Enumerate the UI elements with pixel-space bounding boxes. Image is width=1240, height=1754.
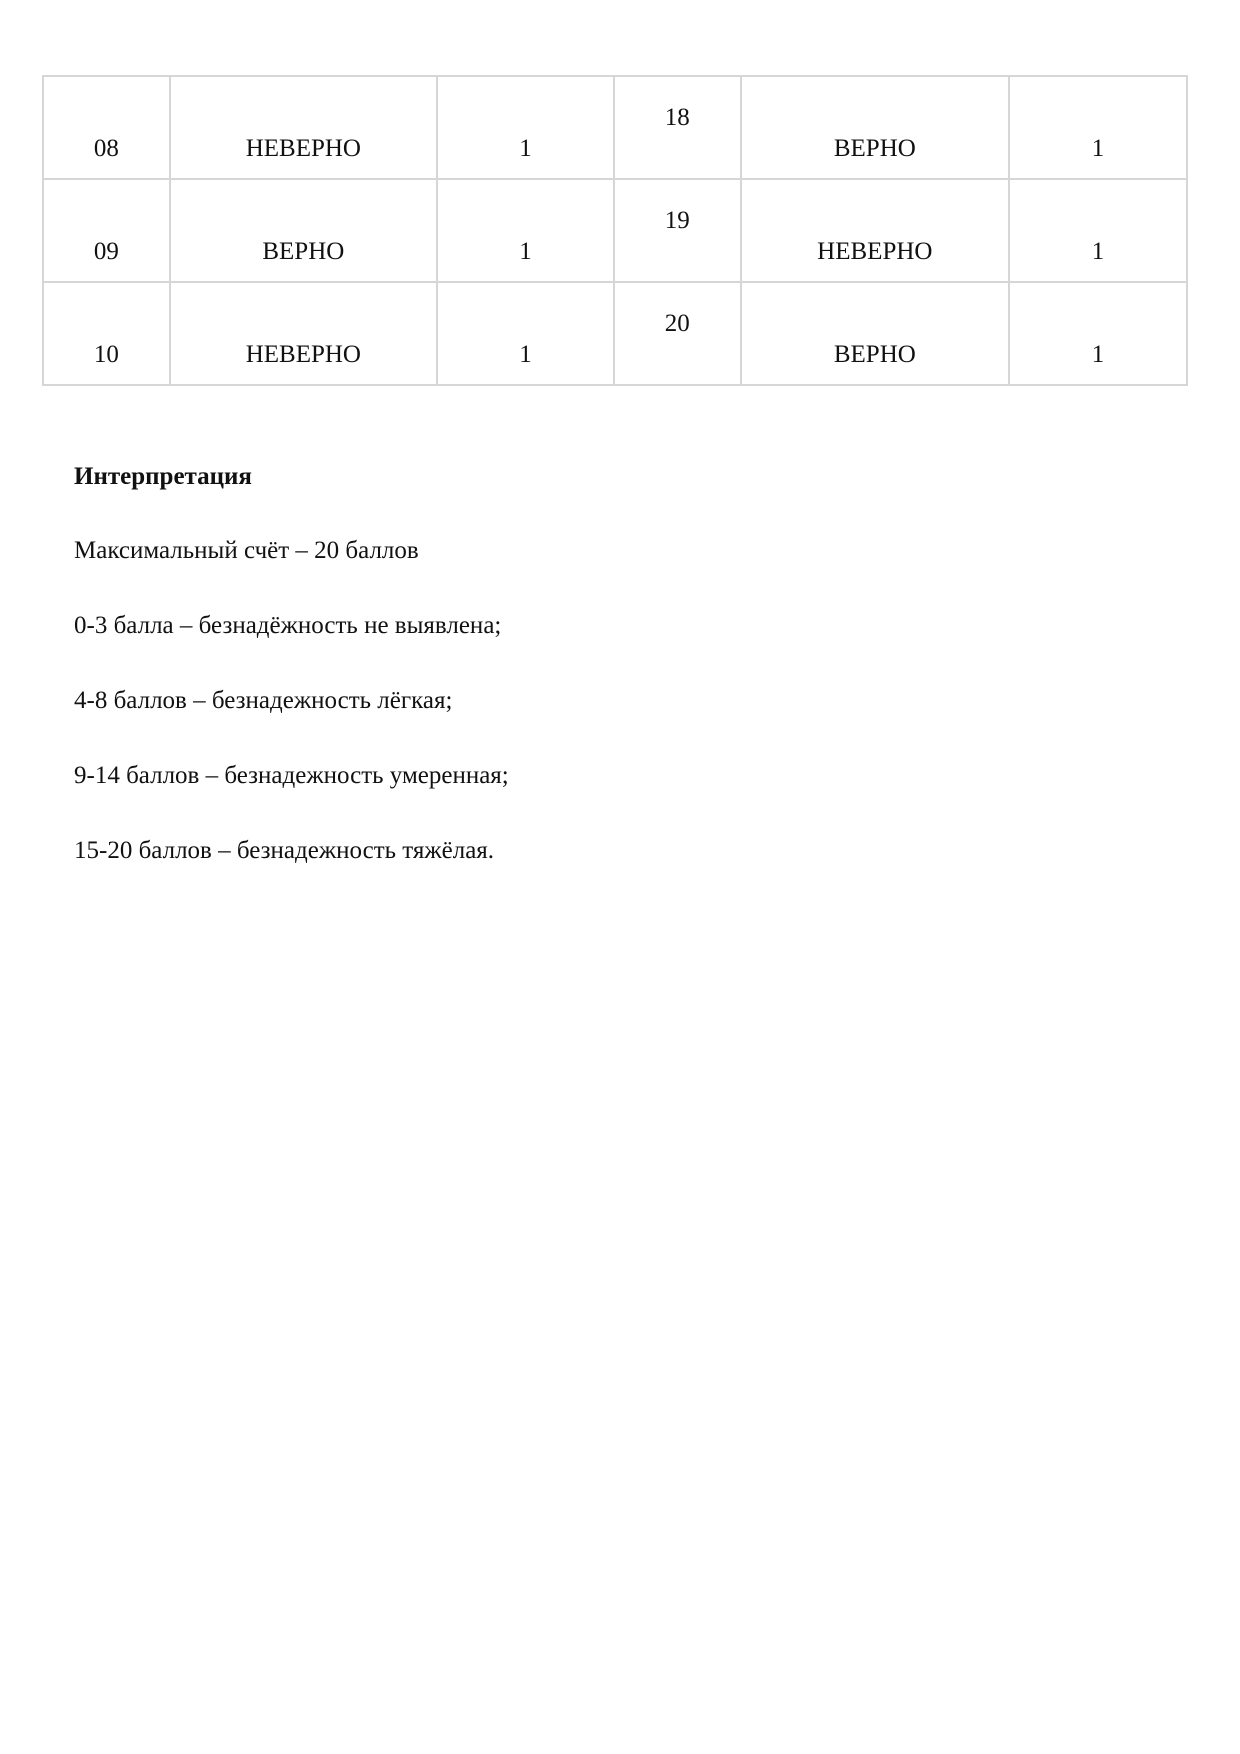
range-line-mild: 4-8 баллов – безнадежность лёгкая; xyxy=(74,687,453,714)
answer: ВЕРНО xyxy=(833,135,916,162)
answer-cell xyxy=(170,76,437,179)
score-cell xyxy=(1009,282,1187,385)
answer-cell xyxy=(741,282,1009,385)
score: 1 xyxy=(519,135,532,162)
answer: ВЕРНО xyxy=(833,341,916,368)
score: 1 xyxy=(1091,238,1105,265)
score: 1 xyxy=(1091,135,1105,162)
answer-key-table xyxy=(42,75,1188,386)
range-line-moderate: 9-14 баллов – безнадежность умеренная; xyxy=(74,762,509,789)
answer: НЕВЕРНО xyxy=(817,238,933,265)
table-row xyxy=(43,282,1187,385)
item-number: 20 xyxy=(664,310,690,337)
answer-cell xyxy=(170,282,437,385)
table-row xyxy=(43,76,1187,179)
answer-cell xyxy=(741,76,1009,179)
item-number-cell xyxy=(43,179,170,282)
item-number: 10 xyxy=(93,341,119,368)
item-number-cell xyxy=(614,282,741,385)
score-cell xyxy=(1009,76,1187,179)
answer-cell xyxy=(741,179,1009,282)
item-number: 08 xyxy=(93,135,119,162)
score-cell xyxy=(1009,179,1187,282)
score-cell xyxy=(437,282,614,385)
score: 1 xyxy=(1091,341,1105,368)
max-score-line: Максимальный счёт – 20 баллов xyxy=(74,537,419,564)
range-line-none: 0-3 балла – безнадёжность не выявлена; xyxy=(74,612,502,639)
item-number: 18 xyxy=(664,104,690,131)
item-number-cell xyxy=(614,76,741,179)
score: 1 xyxy=(519,238,532,265)
answer: НЕВЕРНО xyxy=(245,341,361,368)
score-cell xyxy=(437,179,614,282)
item-number-cell xyxy=(43,76,170,179)
answer-cell xyxy=(170,179,437,282)
answer: ВЕРНО xyxy=(262,238,345,265)
item-number-cell xyxy=(43,282,170,385)
item-number-cell xyxy=(614,179,741,282)
item-number: 09 xyxy=(93,238,119,265)
table-row xyxy=(43,179,1187,282)
answer: НЕВЕРНО xyxy=(245,135,361,162)
score-cell xyxy=(437,76,614,179)
item-number: 19 xyxy=(664,207,690,234)
range-line-severe: 15-20 баллов – безнадежность тяжёлая. xyxy=(74,837,495,864)
interpretation-heading: Интерпретация xyxy=(74,463,252,490)
score: 1 xyxy=(519,341,532,368)
